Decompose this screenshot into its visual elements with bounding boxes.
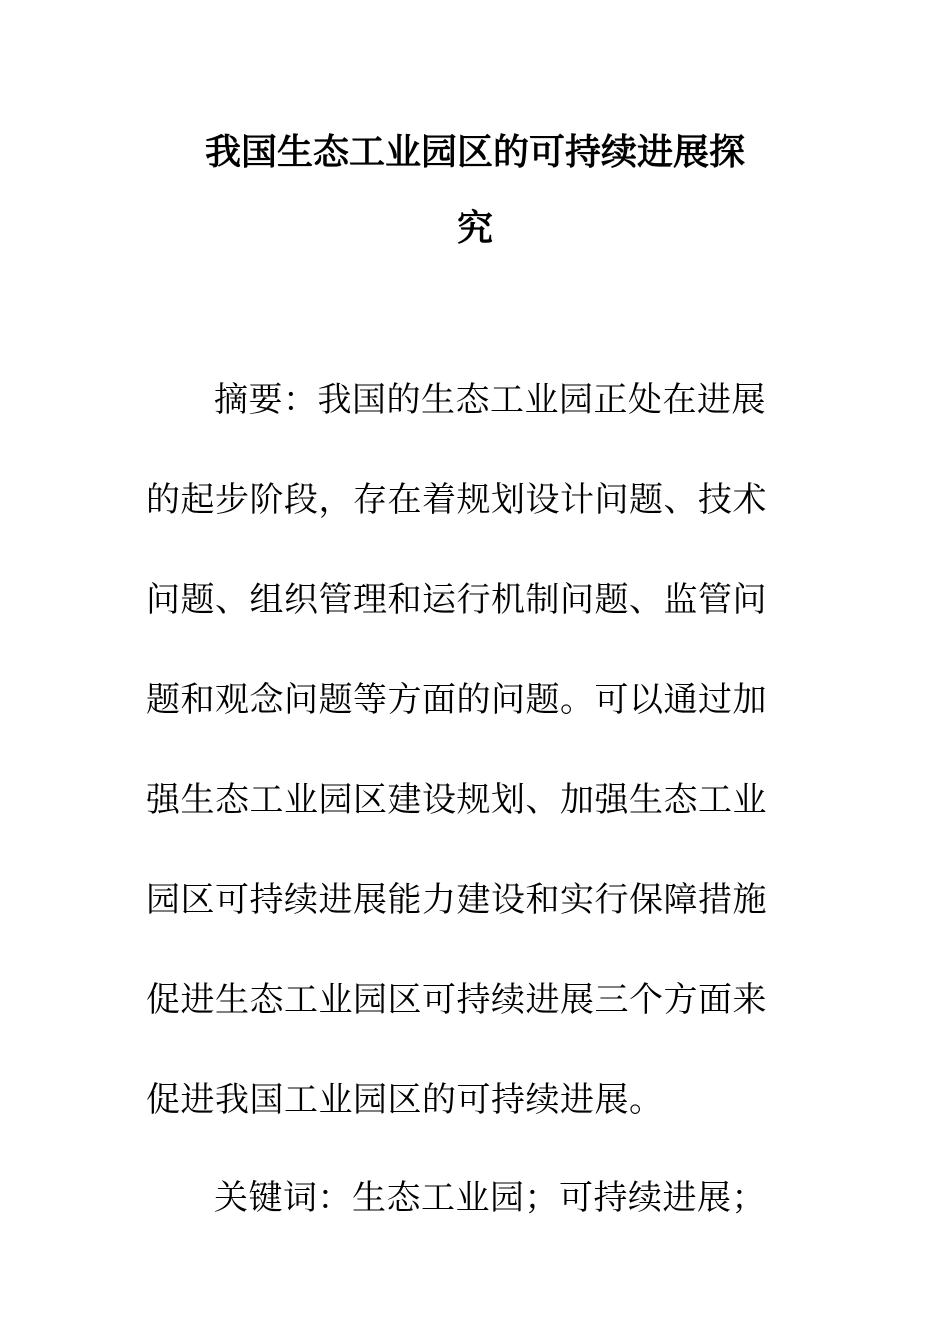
abstract-line-5: 强生态工业园区建设规划、加强生态工业	[146, 780, 767, 820]
document-title-line-1: 我国生态工业园区的可持续进展探	[204, 131, 745, 173]
abstract-line-4: 题和观念问题等方面的问题。可以通过加	[146, 680, 767, 720]
abstract-line-2: 的起步阶段，存在着规划设计问题、技术	[146, 480, 767, 520]
abstract-line-3: 问题、组织管理和运行机制问题、监管问	[146, 580, 767, 620]
abstract-line-6: 园区可持续进展能力建设和实行保障措施	[146, 880, 767, 920]
abstract-line-7: 促进生态工业园区可持续进展三个方面来	[146, 980, 767, 1020]
keywords-line: 关键词：生态工业园；可持续进展；	[214, 1178, 766, 1218]
document-title-line-2: 究	[456, 207, 493, 249]
abstract-line-8: 促进我国工业园区的可持续进展。	[146, 1080, 664, 1120]
abstract-line-1: 摘要：我国的生态工业园正处在进展	[214, 380, 766, 420]
